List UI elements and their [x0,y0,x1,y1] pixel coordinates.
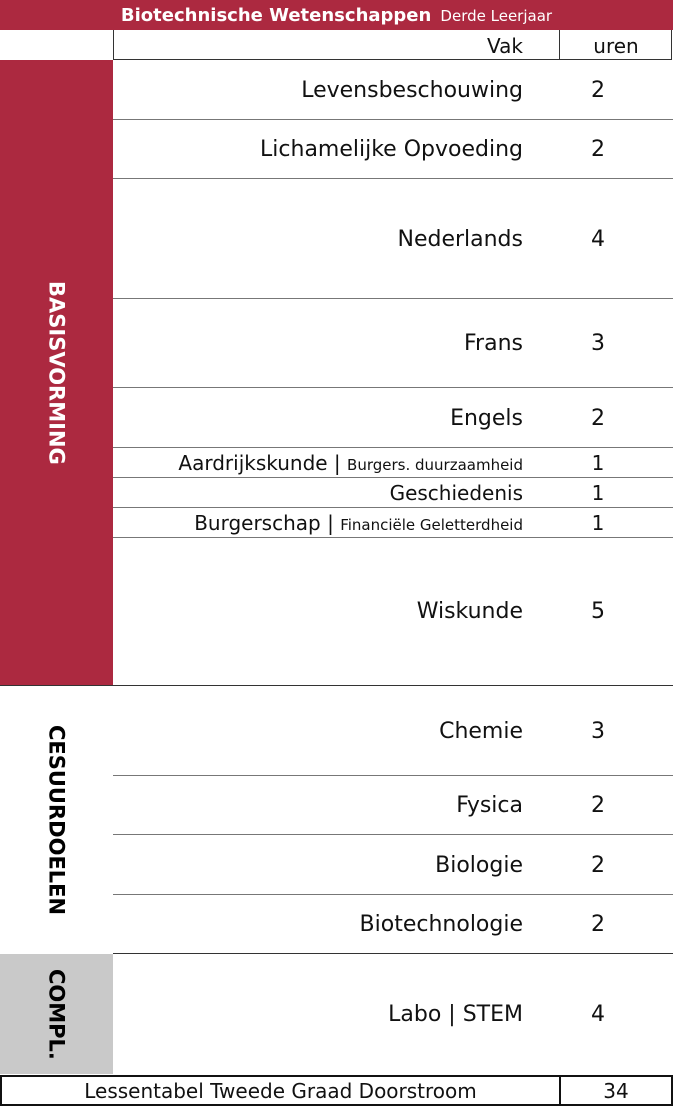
subject-name: Wiskunde [416,599,523,624]
subject-name: Labo | STEM [388,1001,523,1027]
section-label-compl: COMPL. [44,968,69,1060]
section-basisvorming [0,60,113,686]
subject-hours: 4 [591,226,605,252]
subject-hours: 2 [591,852,605,878]
subject-hours: 2 [591,77,605,103]
table-row [113,478,673,508]
subject-hours: 2 [591,793,605,818]
table-row [113,60,673,120]
subject-hours: 3 [591,718,605,744]
subject-name-sub: Burgers. duurzaamheid [347,456,523,474]
subject-name: Chemie [439,718,523,744]
subject-name: Lichamelijke Opvoeding [260,137,523,162]
subject-name: Frans [464,331,523,356]
table-row [113,954,673,1074]
section-cesuurdoelen [0,686,113,954]
subject-hours: 2 [591,912,605,937]
table-row [113,508,673,538]
subject-hours: 3 [591,331,605,356]
footer-label: Lessentabel Tweede Graad Doorstroom [84,1079,477,1103]
table-row [113,179,673,299]
column-header-vak: Vak [487,34,523,58]
subject-hours: 2 [591,405,605,431]
table-row [113,895,673,954]
table-row [113,538,673,685]
subject-hours: 1 [591,511,605,535]
subject-name-main: Aardrijkskunde | [178,451,341,475]
subject-name: Engels [450,405,523,431]
table-row [113,686,673,776]
subject-hours: 1 [591,451,605,475]
subject-name: Levensbeschouwing [301,77,523,103]
subject-name: Fysica [456,793,523,818]
subject-hours: 4 [591,1001,605,1027]
table-row [113,448,673,478]
table-row [113,388,673,448]
section-compl [0,954,113,1074]
document-title: Biotechnische Wetenschappen [120,5,432,26]
title-bar [0,0,673,30]
subject-name: Biologie [435,852,523,878]
subject-name [113,511,523,535]
document-subtitle: Derde Leerjaar [440,7,553,25]
subject-name: Nederlands [397,226,523,252]
subject-name: Biotechnologie [359,912,523,937]
footer-total-hours: 34 [603,1079,629,1103]
table-row [113,835,673,895]
section-label-cesuurdoelen: CESUURDOELEN [44,724,69,916]
subject-hours: 2 [591,137,605,162]
column-header-uren: uren [593,34,639,58]
table-row [113,299,673,388]
subject-name-sub: Financiële Geletterdheid [340,516,523,534]
table-row [113,776,673,835]
subject-name: Geschiedenis [389,481,523,505]
section-label-basisvorming: BASISVORMING [44,281,69,465]
subject-name [113,451,523,475]
table-row [113,120,673,179]
subject-name-main: Burgerschap | [194,511,334,535]
subject-hours: 1 [591,481,605,505]
subject-hours: 5 [591,599,605,624]
